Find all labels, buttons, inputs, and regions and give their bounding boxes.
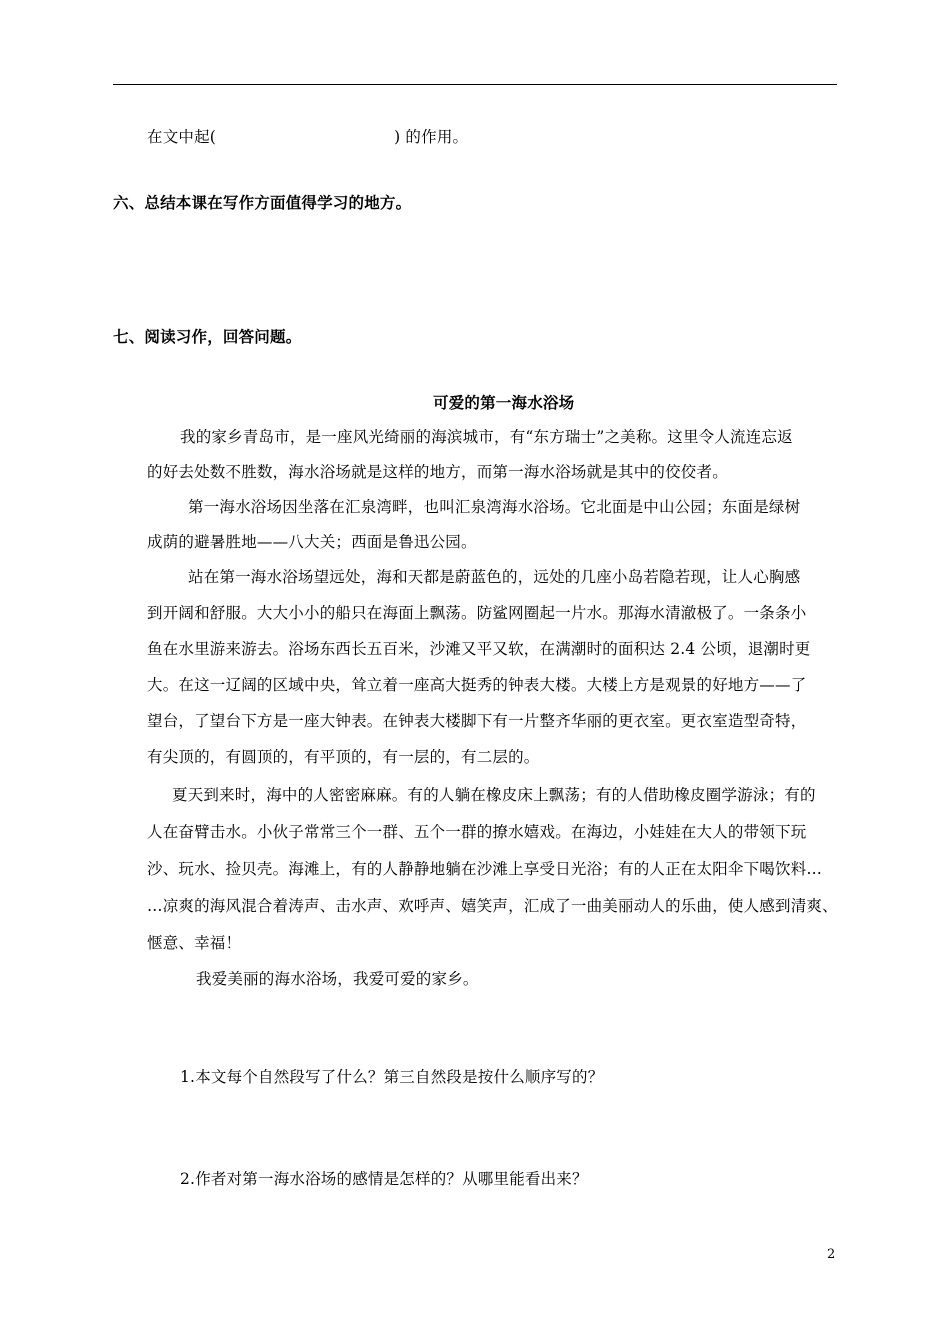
essay-title: 可爱的第一海水浴场 [433, 393, 575, 412]
fill-line-after: ) 的作用。 [394, 128, 469, 146]
essay-line: 我的家乡青岛市，是一座风光绮丽的海滨城市，有“东方瑞士”之美称。这里令人流连忘返 [180, 428, 793, 446]
essay-line: 的好去处数不胜数，海水浴场就是这样的地方，而第一海水浴场就是其中的佼佼者。 [147, 463, 728, 481]
page-number: 2 [827, 1247, 836, 1262]
essay-line: 第一海水浴场因坐落在汇泉湾畔，也叫汇泉湾海水浴场。它北面是中山公园；东面是绿树 [188, 498, 801, 516]
essay-line: 沙、玩水、捡贝壳。海滩上，有的人静静地躺在沙滩上享受日光浴；有的人正在太阳伞下喝饮料… [147, 860, 823, 878]
essay-line: 成荫的避暑胜地——八大关；西面是鲁迅公园。 [147, 533, 477, 551]
essay-line: 鱼在水里游来游去。浴场东西长五百米，沙滩又平又软，在满潮时的面积达 2.4 公顷，退潮时更 [147, 640, 811, 658]
essay-line: …凉爽的海风混合着涛声、击水声、欢呼声、嬉笑声，汇成了一曲美丽动人的乐曲，使人感到清爽、 [147, 897, 838, 915]
fill-line-before: 在文中起( [147, 128, 217, 146]
essay-line: 我爱美丽的海水浴场，我爱可爱的家乡。 [196, 970, 479, 988]
essay-line: 夏天到来时，海中的人密密麻麻。有的人躺在橡皮床上飘荡；有的人借助橡皮圈学游泳；有的 [172, 786, 816, 804]
question-item: 1.本文每个自然段写了什么？第三自然段是按什么顺序写的？ [180, 1068, 604, 1086]
header-rule [113, 84, 837, 85]
essay-line: 人在奋臂击水。小伙子常常三个一群、五个一群的撩水嬉戏。在海边，小娃娃在大人的带领下玩 [147, 823, 807, 841]
essay-line: 有尖顶的，有圆顶的，有平顶的，有一层的，有二层的。 [147, 748, 540, 766]
essay-line: 惬意、幸福！ [147, 934, 242, 952]
essay-line: 到开阔和舒服。大大小小的船只在海面上飘荡。防鲨网圈起一片水。那海水清澈极了。一条条小 [147, 604, 807, 622]
essay-line: 望台，了望台下方是一座大钟表。在钟表大楼脚下有一片整齐华丽的更衣室。更衣室造型奇特， [147, 712, 807, 730]
essay-line: 大。在这一辽阔的区域中央，耸立着一座高大挺秀的钟表大楼。大楼上方是观景的好地方——了 [147, 676, 807, 694]
essay-line: 站在第一海水浴场望远处，海和天都是蔚蓝色的，远处的几座小岛若隐若现，让人心胸感 [188, 568, 801, 586]
question-six-heading: 六、总结本课在写作方面值得学习的地方。 [113, 193, 412, 212]
question-seven-heading: 七、阅读习作，回答问题。 [113, 327, 302, 346]
fill-in-blank-line [147, 127, 468, 147]
question-item: 2.作者对第一海水浴场的感情是怎样的？从哪里能看出来？ [180, 1170, 588, 1188]
